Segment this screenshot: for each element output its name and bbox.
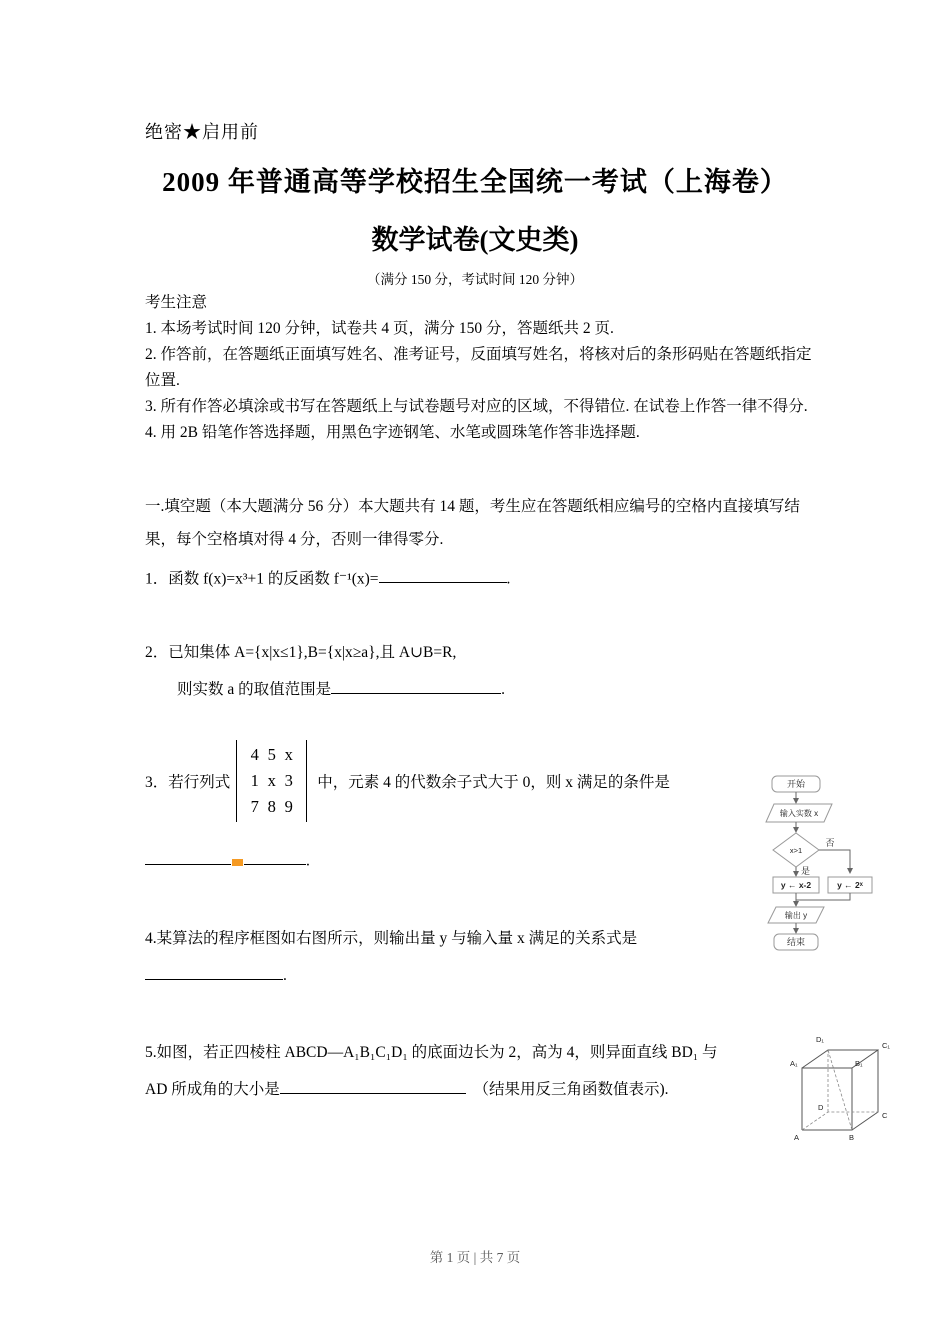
flowchart-output-label: 输出 y — [784, 911, 808, 920]
question-4-period: . — [283, 967, 287, 984]
question-3-period: . — [306, 852, 310, 870]
question-5-line2-text: AD 所成角的大小是 — [145, 1081, 280, 1098]
question-4-answer-blank — [145, 963, 283, 980]
det-cell: 4 — [250, 745, 259, 764]
flowchart-no-label: 否 — [825, 838, 835, 848]
det-cell: 9 — [284, 797, 293, 816]
flowchart-yes-label: 是 — [801, 866, 811, 876]
question-3-answer-blank2 — [244, 848, 306, 865]
question-5-line1: 5.如图，若正四棱柱 ABCD—A₁B₁C₁D₁ 的底面边长为 2，高为 4，则异面直线 BD₁ 与 — [145, 1044, 718, 1061]
candidate-notices — [145, 290, 817, 446]
question-2-line2 — [177, 671, 505, 708]
question-5-line2 — [145, 1071, 790, 1108]
flowchart-condition-label: x>1 — [789, 846, 803, 855]
question-1-period: . — [506, 570, 511, 588]
flowchart-end-label: 结束 — [786, 937, 806, 947]
det-cell: 1 — [250, 771, 259, 790]
classification-label: 绝密★启用前 — [145, 122, 259, 142]
question-4 — [145, 920, 757, 994]
prism-label-a: A — [794, 1133, 800, 1142]
question-1-answer-blank — [379, 566, 507, 583]
prism-label-d: D — [818, 1103, 824, 1112]
prism-label-c1: C₁ — [882, 1041, 890, 1050]
question-2 — [145, 634, 505, 708]
question-4-line1: 4.某算法的程序框图如右图所示，则输出量 y 与输入量 x 满足的关系式是 — [145, 930, 638, 947]
question-3-prefix: 3．若行列式 — [145, 774, 231, 791]
determinant — [236, 740, 307, 822]
det-cell: 8 — [267, 797, 276, 816]
question-5-line2-note: （结果用反三角函数值表示). — [473, 1081, 669, 1098]
question-5-answer-blank — [280, 1077, 466, 1094]
prism-diagonal-bd1 — [828, 1050, 852, 1130]
section1-intro: 一.填空题（本大题满分 56 分）本大题共有 14 题，考生应在答题纸相应编号的空格内直接填写结果，每个空格填对得 4 分，否则一律得零分. — [145, 498, 800, 548]
det-cell: 3 — [284, 771, 293, 790]
notice-item-1: 1. 本场考试时间 120 分钟，试卷共 4 页，满分 150 分，答题纸共 2 页. — [145, 320, 614, 337]
question-5 — [145, 1034, 790, 1108]
question-4-line2 — [145, 957, 757, 994]
question-3-answer-line — [145, 848, 310, 870]
question-3-answer-blank — [145, 848, 231, 865]
question-3-suffix: 中，元素 4 的代数余子式大于 0，则 x 满足的条件是 — [317, 774, 670, 791]
prism-label-b1: B₁ — [855, 1059, 863, 1068]
orange-highlight-mark — [232, 859, 243, 866]
question-1 — [145, 566, 510, 588]
flowchart-yes-assign-label: y ← x-2 — [780, 880, 812, 890]
det-cell: x — [267, 771, 276, 790]
prism-label-a1: A₁ — [790, 1059, 798, 1068]
flowchart-input-label: 输入实数 x — [779, 809, 819, 818]
algorithm-flowchart — [744, 752, 879, 982]
question-1-text: 1．函数 f(x)=x³+1 的反函数 f⁻¹(x)= — [145, 570, 379, 588]
flowchart-start-label: 开始 — [786, 779, 806, 789]
det-cell: 7 — [250, 797, 259, 816]
det-cell: 5 — [267, 745, 276, 764]
determinant-grid — [236, 740, 307, 822]
question-2-line1: 2．已知集体 A={x|x≤1},B={x|x≥a},且 A∪B=R, — [145, 644, 457, 661]
question-3 — [145, 740, 670, 822]
notice-item-2: 2. 作答前，在答题纸正面填写姓名、准考证号，反面填写姓名，将核对后的条形码贴在答题纸指定位置. — [145, 346, 812, 389]
notices-header: 考生注意 — [145, 294, 208, 311]
prism-figure — [788, 1026, 900, 1148]
flowchart-no-assign-label: y ← 2ˣ — [837, 880, 863, 890]
prism-label-c: C — [882, 1111, 888, 1120]
question-2-line2-text: 则实数 a 的取值范围是 — [177, 681, 332, 698]
exam-duration-note: （满分 150 分，考试时间 120 分钟） — [367, 272, 583, 287]
paper-subtitle: 数学试卷(文史类) — [371, 225, 579, 255]
page-title: 2009 年普通高等学校招生全国统一考试（上海卷） — [162, 167, 788, 197]
notice-item-4: 4. 用 2B 铅笔作答选择题，用黑色字迹钢笔、水笔或圆珠笔作答非选择题. — [145, 424, 640, 441]
prism-label-b: B — [849, 1133, 855, 1142]
page-footer: 第 1 页 | 共 7 页 — [429, 1250, 521, 1265]
question-2-answer-blank — [331, 677, 501, 694]
det-cell: x — [284, 745, 293, 764]
prism-label-d1: D₁ — [816, 1035, 824, 1044]
notice-item-3: 3. 所有作答必填涂或书写在答题纸上与试卷题号对应的区域，不得错位. 在试卷上作答一律不得分. — [145, 398, 808, 415]
question-2-period: . — [501, 681, 506, 698]
